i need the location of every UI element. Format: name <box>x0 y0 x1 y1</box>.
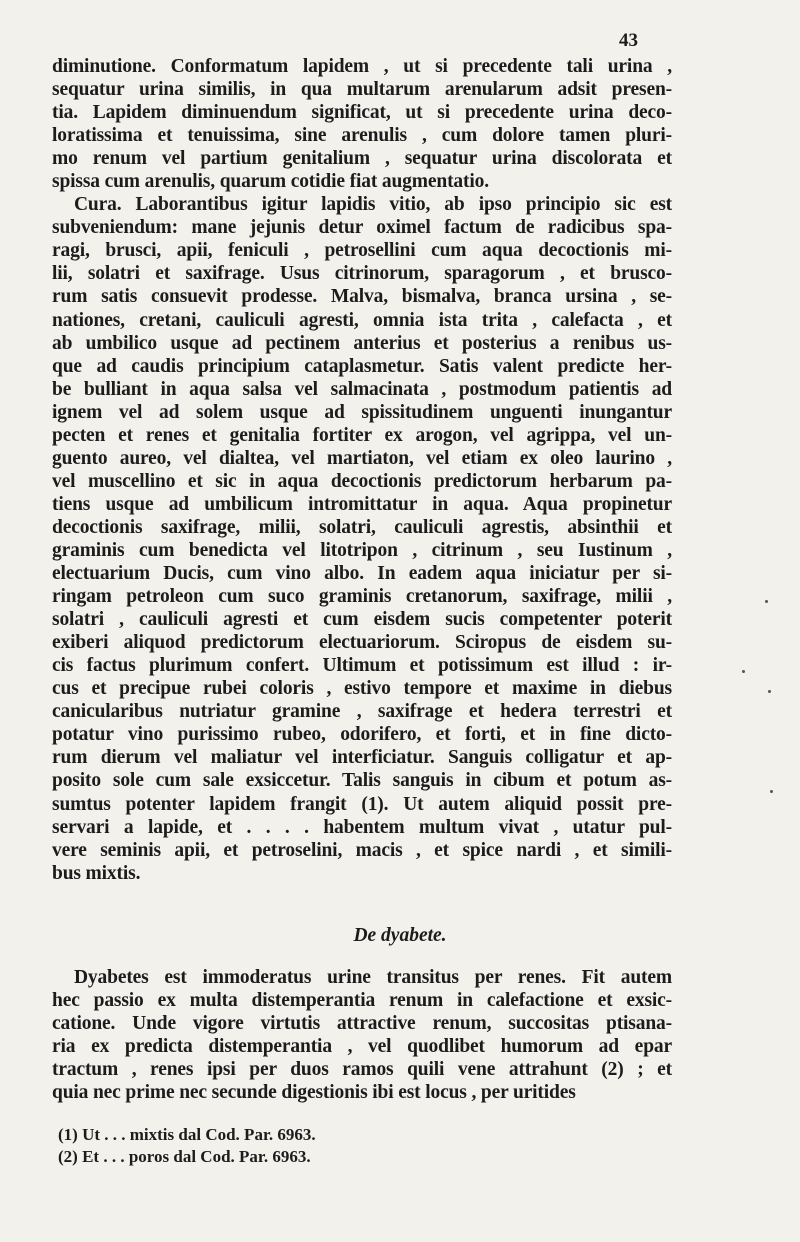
text-line: electuarium Ducis, cum vino albo. In eadem aqua iniciatur per si- <box>52 563 672 585</box>
text-line: Dyabetes est immoderatus urine transitus per renes. Fit autem <box>74 967 672 988</box>
text-line: loratissima et tenuissima, sine arenulis , cum dolore tamen pluri- <box>52 125 672 147</box>
body-paragraph-lapis <box>52 55 672 885</box>
text-line: tia. Lapidem diminuendum significat, ut si precedente urina deco- <box>52 102 672 124</box>
body-paragraph-dyabete <box>52 966 672 1104</box>
text-line: quia nec prime nec secunde digestionis ibi est locus , per uritides <box>52 1082 576 1104</box>
text-line: ignem vel ad solem usque ad spissitudinem unguenti inungantur <box>52 401 672 423</box>
text-line: canicularibus nutriatur gramine , saxifrage et hedera terrestri et <box>52 701 672 723</box>
text-line: Cura. Laborantibus igitur lapidis vitio, ab ipso principio sic est <box>74 194 672 216</box>
text-line: rum satis consuevit prodesse. Malva, bismalva, branca ursina , se- <box>52 286 672 308</box>
text-line: bus mixtis. <box>52 862 141 884</box>
text-line: tiens usque ad umbilicum intromittatur in aqua. Aqua propinetur <box>52 493 672 515</box>
text-line: cis factus plurimum confert. Ultimum et potissimum est illud : ir- <box>52 655 672 677</box>
text-line: ab umbilico usque ad pectinem anterius et posterius a renibus us- <box>52 332 672 354</box>
text-line: tractum , renes ipsi per duos ramos quili vene attrahunt (2) ; et <box>52 1059 672 1081</box>
text-line: sumtus potenter lapidem frangit (1). Ut autem aliquid possit pre- <box>52 793 672 815</box>
paper-speck <box>742 670 745 673</box>
text-line: mo renum vel partium genitalium , sequatur urina discolorata et <box>52 148 672 170</box>
paper-speck <box>770 790 773 793</box>
text-line: vel muscellino et sic in aqua decoctionis predictorum herbarum pa- <box>52 470 672 492</box>
text-line: lii, solatri et saxifrage. Usus citrinorum, sparagorum , et brusco- <box>52 263 672 285</box>
footnote: (1) Ut . . . mixtis dal Cod. Par. 6963. <box>58 1125 316 1144</box>
text-line: cus et precipue rubei coloris , estivo tempore et maxime in diebus <box>52 678 672 700</box>
text-line: catione. Unde vigore virtutis attractive renum, succositas ptisana- <box>52 1013 672 1035</box>
text-line: guento aureo, vel dialtea, vel martiaton, vel etiam ex oleo laurino , <box>52 447 672 469</box>
text-line: exiberi aliquod predictorum electuariorum. Sciropus de eisdem su- <box>52 632 672 654</box>
text-line: vere seminis apii, et petroselini, macis , et spice nardi , et simili- <box>52 839 672 861</box>
text-line: que ad caudis principium cataplasmetur. Satis valent predicte her- <box>52 355 672 377</box>
page-number: 43 <box>619 30 638 51</box>
text-line: solatri , cauliculi agresti et cum eisdem sucis competenter poterit <box>52 609 672 631</box>
footnotes <box>58 1124 316 1168</box>
text-line: sequatur urina similis, in qua multarum arenularum adsit presen- <box>52 79 672 101</box>
footnote: (2) Et . . . poros dal Cod. Par. 6963. <box>58 1147 311 1166</box>
text-line: servari a lapide, et . . . . habentem multum vivat , utatur pul- <box>52 816 672 838</box>
text-line: ragi, brusci, apii, feniculi , petrosellini cum aqua decoctionis mi- <box>52 240 672 262</box>
paper-speck <box>765 600 768 603</box>
text-line: spissa cum arenulis, quarum cotidie fiat augmentatio. <box>52 171 489 193</box>
text-line: pecten et renes et genitalia fortiter ex arogon, vel agrippa, vel un- <box>52 424 672 446</box>
text-line: potatur vino purissimo rubeo, odorifero, et forti, et in fine dicto- <box>52 724 672 746</box>
section-heading: De dyabete. <box>353 925 447 946</box>
text-line: be bulliant in aqua salsa vel salmacinata , postmodum patientis ad <box>52 378 672 400</box>
text-line: ria ex predicta distemperantia , vel quodlibet humorum ad epar <box>52 1036 672 1058</box>
text-line: subveniendum: mane jejunis detur oximel factum de radicibus spa- <box>52 217 672 239</box>
text-line: rum dierum vel maliatur vel interficiatur. Sanguis colligatur et ap- <box>52 747 672 769</box>
text-line: nationes, cretani, cauliculi agresti, omnia ista trita , calefacta , et <box>52 309 672 331</box>
text-line: graminis cum benedicta vel litotripon , citrinum , seu Iustinum , <box>52 539 672 561</box>
text-line: decoctionis saxifrage, milii, solatri, cauliculi agrestis, absinthii et <box>52 516 672 538</box>
text-line: hec passio ex multa distemperantia renum in calefactione et exsic- <box>52 990 672 1012</box>
text-line: posito sole cum sale exsiccetur. Talis sanguis in cibum et potum as- <box>52 770 672 792</box>
text-line: diminutione. Conformatum lapidem , ut si precedente tali urina , <box>52 56 672 77</box>
paper-speck <box>768 690 771 693</box>
text-line: ringam petroleon cum suco graminis cretanorum, saxifrage, milii , <box>52 586 672 608</box>
